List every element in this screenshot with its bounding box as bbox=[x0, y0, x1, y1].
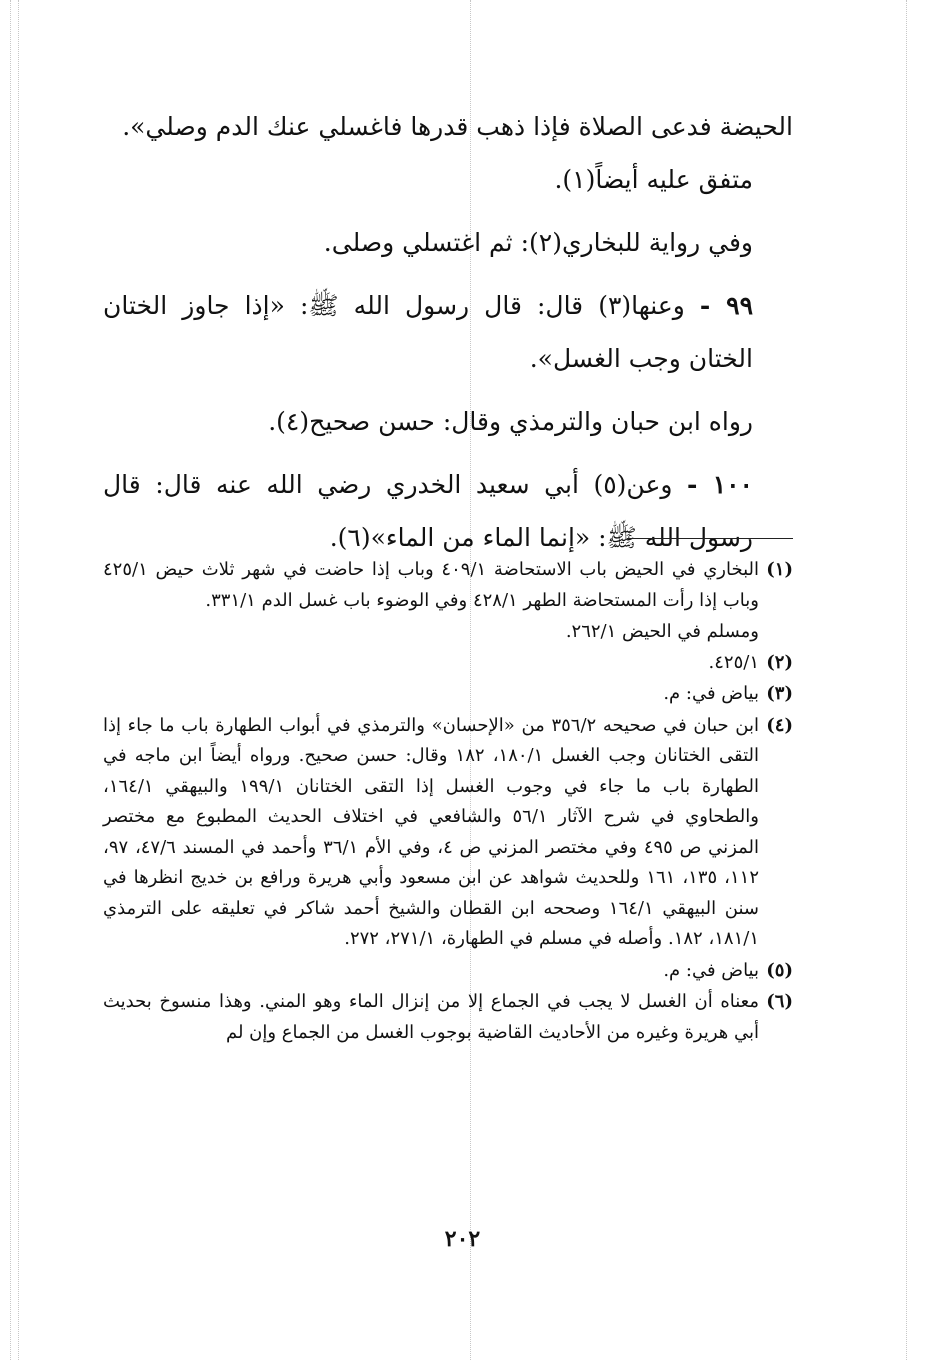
footnote-separator bbox=[627, 538, 793, 539]
footnote-4 bbox=[103, 711, 793, 955]
scan-artifact-line bbox=[10, 0, 11, 1360]
hadith-text: وعنها(٣) قال: قال رسول الله ﷺ: «إذا جاوز الختان الختان وجب الغسل». bbox=[103, 291, 753, 373]
footnote-marker: (٣) bbox=[766, 683, 793, 704]
footnotes bbox=[103, 555, 793, 1049]
text-line: الحيضة فدعى الصلاة فإذا ذهب قدرها فاغسلي عنك الدم وصلي». bbox=[122, 112, 793, 141]
text-line: رواه ابن حبان والترمذي وقال: حسن صحيح(٤). bbox=[268, 407, 753, 436]
footnote-text: ومسلم في الحيض ٢٦٢/١. bbox=[565, 621, 759, 642]
footnote-6 bbox=[103, 987, 793, 1048]
footnote-marker: (٤) bbox=[766, 714, 793, 736]
main-text bbox=[103, 100, 793, 564]
footnote-text: ابن حبان في صحيحه ٣٥٦/٢ من «الإحسان» والترمذي في أبواب الطهارة باب ما جاء إذا التقى الختانان وجب الغسل ١٨٠/١، ١٨٢ وقال: حسن صحيح. ورواه أيضاً ابن ماجه في الطهارة باب ما جاء في وجوب الغسل إذا التقى الختانان ١٩٩/١ والبيهقي ١٦٤/١، والطحاوي في شرح الآثار ٥٦/١ والشافعي في اختلاف الحديث المطبوع مع مختصر المزني ص ٤٩٥ وفي مختصر المزني ص ٤، وفي الأم ٣٦/١ وأحمد في المسند ٤٧/٦، ٩٧، ١١٢، ١٣٥، ١٦١ وللحديث شواهد عن ابن مسعود وأبي هريرة ورافع بن خديج انظرها في سنن البيهقي ١٦٤/١ وصححه ابن القطان والشيخ أحمد شاكر في تعليقه على الترمذي ١٨١/١، ١٨٢. وأصله في مسلم في الطهارة، ٢٧١/١، ٢٧٢. bbox=[103, 714, 760, 949]
scan-artifact-line bbox=[18, 0, 19, 1360]
hadith-100 bbox=[103, 458, 793, 564]
hadith-99 bbox=[103, 279, 793, 385]
footnote-2 bbox=[103, 648, 793, 679]
footnote-3 bbox=[103, 679, 793, 710]
footnote-text: بياض في: م. bbox=[663, 959, 759, 981]
footnote-1 bbox=[103, 555, 793, 616]
text-line: وفي رواية للبخاري(٢): ثم اغتسلي وصلى. bbox=[323, 228, 753, 257]
footnote-text: ٤٢٥/١. bbox=[708, 651, 759, 673]
scan-artifact-line bbox=[906, 0, 907, 1360]
footnote-marker: (٥) bbox=[766, 959, 793, 981]
footnote-marker: (٢) bbox=[766, 651, 793, 673]
page-number: ٢٠٢ bbox=[444, 1226, 481, 1252]
hadith-number: ١٠٠ - bbox=[687, 470, 753, 499]
footnote-5 bbox=[103, 956, 793, 987]
hadith-number: ٩٩ - bbox=[699, 291, 753, 320]
text-line: متفق عليه أيضاً(١). bbox=[554, 165, 753, 194]
footnote-text: معناه أن الغسل لا يجب في الجماع إلا من إنزال الماء وهو المني. وهذا منسوخ بحديث أبي هريرة وغيره من الأحاديث القاضية بوجوب الغسل من الجماع وإن لم bbox=[103, 991, 759, 1043]
hadith-text: وعن(٥) أبي سعيد الخدري رضي الله عنه قال: قال رسول الله ﷺ: «إنما الماء من الماء»(٦). bbox=[103, 470, 753, 552]
footnote-marker: (١) bbox=[766, 559, 793, 580]
footnote-text: بياض في: م. bbox=[663, 683, 759, 704]
footnote-marker: (٦) bbox=[766, 991, 793, 1012]
footnote-text: البخاري في الحيض باب الاستحاضة ٤٠٩/١ وباب إذا حاضت في شهر ثلاث حيض ٤٢٥/١ وباب إذا رأت المستحاضة الطهر ٤٢٨/١ وفي الوضوء باب غسل الدم ٣٣١/١. bbox=[103, 559, 759, 611]
